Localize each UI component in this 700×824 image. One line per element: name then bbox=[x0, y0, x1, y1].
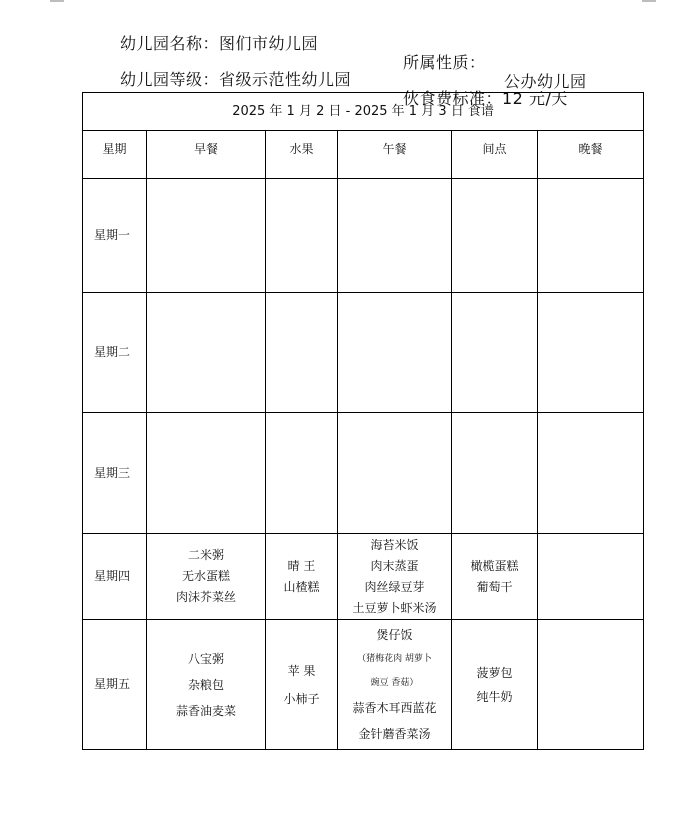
lunch-cell bbox=[338, 620, 452, 750]
dinner-cell bbox=[538, 620, 644, 750]
dinner-cell bbox=[538, 179, 644, 293]
lunch-cell bbox=[338, 179, 452, 293]
dish: 八宝粥 bbox=[187, 651, 224, 666]
dish: 小柿子 bbox=[283, 691, 320, 706]
dish: 山楂糕 bbox=[283, 579, 320, 594]
column-header-row bbox=[83, 131, 644, 179]
nature-label: 所属性质： bbox=[403, 53, 486, 72]
table-row bbox=[83, 179, 644, 293]
dish: 杂粮包 bbox=[187, 677, 224, 692]
col-header-snack: 间点 bbox=[452, 131, 538, 179]
page-corner-mark-right bbox=[642, 0, 656, 2]
menu-title-row bbox=[83, 93, 644, 131]
fruit-cell bbox=[266, 413, 338, 534]
kindergarten-grade: 幼儿园等级：省级示范性幼儿园 bbox=[120, 70, 352, 89]
fruit-cell bbox=[266, 620, 338, 750]
page-corner-mark-left bbox=[50, 0, 64, 2]
breakfast-cell bbox=[147, 179, 266, 293]
col-header-fruit: 水果 bbox=[266, 131, 338, 179]
kindergarten-name: 幼儿园名称：图们市幼儿园 bbox=[120, 34, 319, 53]
day-label: 星期三 bbox=[83, 413, 147, 534]
col-header-breakfast: 早餐 bbox=[147, 131, 266, 179]
dish: 土豆萝卜虾米汤 bbox=[352, 600, 437, 615]
dish: 蒜香油麦菜 bbox=[175, 703, 236, 718]
day-label: 星期五 bbox=[83, 620, 147, 750]
dish: 晴 王 bbox=[287, 558, 316, 573]
lunch-cell bbox=[338, 534, 452, 620]
dish: 肉末蒸蛋 bbox=[370, 558, 419, 573]
lunch-cell bbox=[338, 293, 452, 413]
col-header-day: 星期 bbox=[83, 131, 147, 179]
snack-cell bbox=[452, 620, 538, 750]
menu-table bbox=[82, 92, 644, 750]
day-label: 星期一 bbox=[83, 179, 147, 293]
col-header-dinner: 晚餐 bbox=[538, 131, 644, 179]
dish: 海苔米饭 bbox=[370, 537, 419, 552]
fruit-cell bbox=[266, 293, 338, 413]
lunch-cell bbox=[338, 413, 452, 534]
dish: 金针蘑香菜汤 bbox=[358, 726, 431, 741]
dinner-cell bbox=[538, 413, 644, 534]
nature-value: 公办幼儿园 bbox=[504, 72, 587, 91]
dish: 无水蛋糕 bbox=[181, 569, 230, 583]
snack-cell bbox=[452, 534, 538, 620]
fruit-cell bbox=[266, 179, 338, 293]
breakfast-cell bbox=[147, 534, 266, 620]
col-header-lunch: 午餐 bbox=[338, 131, 452, 179]
dish: 菠萝包 bbox=[476, 665, 513, 680]
dish: 苹 果 bbox=[287, 663, 316, 678]
breakfast-cell bbox=[147, 293, 266, 413]
dish: 肉沫芥菜丝 bbox=[175, 590, 236, 604]
meal-fee: 伙食费标准：12 元/天 bbox=[403, 89, 568, 108]
snack-cell bbox=[452, 413, 538, 534]
day-label: 星期二 bbox=[83, 293, 147, 413]
dish: 葡萄干 bbox=[476, 579, 513, 594]
snack-cell bbox=[452, 293, 538, 413]
dinner-cell bbox=[538, 534, 644, 620]
dish: 蒜香木耳西蓝花 bbox=[352, 700, 437, 715]
table-row bbox=[83, 534, 644, 620]
dinner-cell bbox=[538, 293, 644, 413]
menu-title: 2025 年 1 月 2 日 - 2025 年 1 月 3 日 食谱 bbox=[83, 93, 644, 131]
dish: 二米粥 bbox=[187, 548, 224, 562]
dish-note: 豌豆 香菇） bbox=[370, 677, 419, 688]
breakfast-cell bbox=[147, 620, 266, 750]
fruit-cell bbox=[266, 534, 338, 620]
dish-note: （猪梅花肉 胡萝卜 bbox=[357, 653, 432, 664]
snack-cell bbox=[452, 179, 538, 293]
dish: 纯牛奶 bbox=[476, 689, 513, 704]
dish: 肉丝绿豆芽 bbox=[364, 579, 425, 594]
table-row bbox=[83, 293, 644, 413]
day-label: 星期四 bbox=[83, 534, 147, 620]
dish: 橄榄蛋糕 bbox=[470, 558, 519, 573]
dish: 煲仔饭 bbox=[376, 627, 413, 642]
table-row bbox=[83, 620, 644, 750]
table-row bbox=[83, 413, 644, 534]
breakfast-cell bbox=[147, 413, 266, 534]
